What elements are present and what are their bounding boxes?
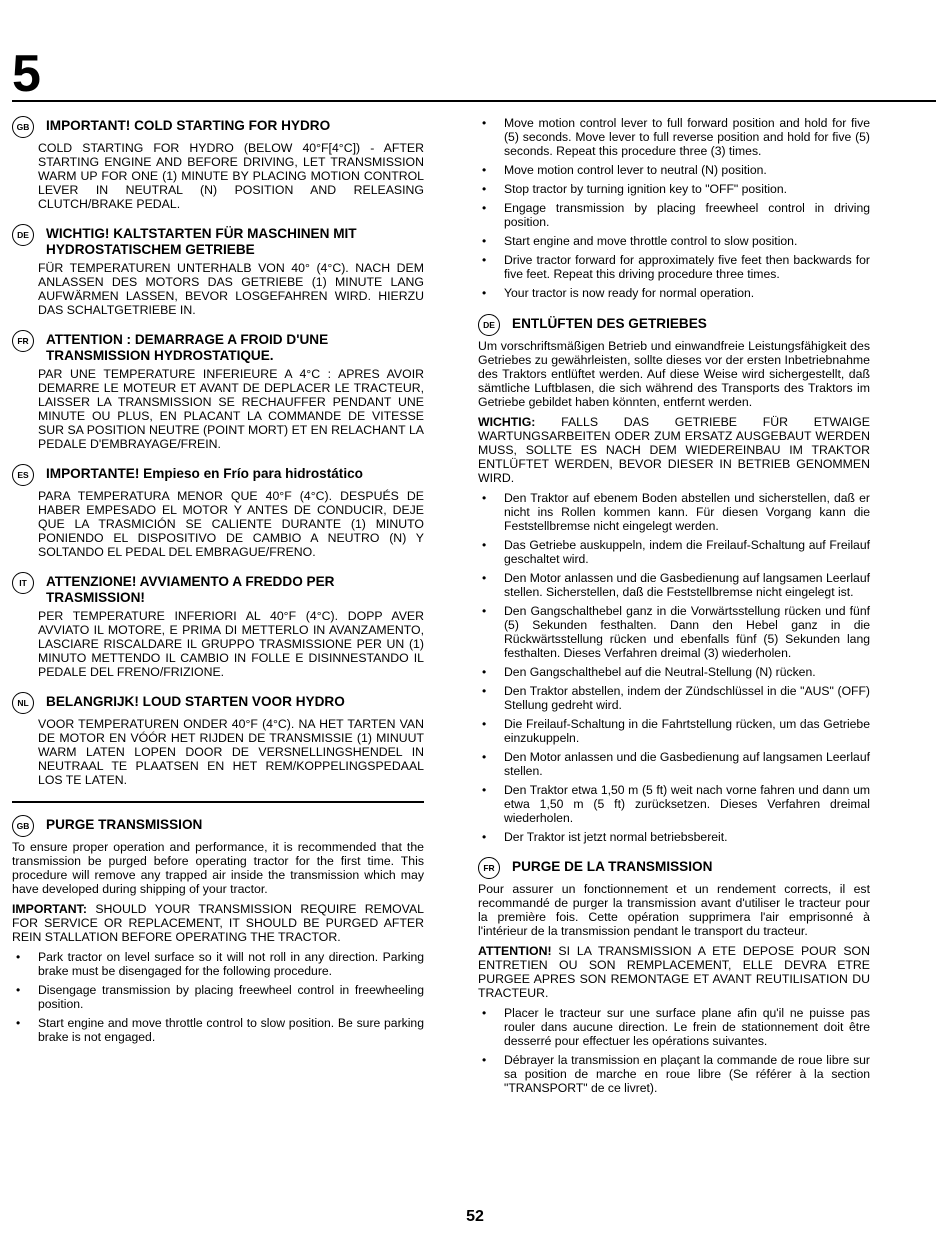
top-rule	[12, 100, 936, 102]
purge-transmission-de	[478, 314, 870, 844]
important-text: SI LA TRANSMISSION A ETE DEPOSE POUR SON ENTRETIEN OU SON REMPLACEMENT, ELLE DEVRA ETRE PURGEE APRES SON REMONTAGE ET AVANT REUTILISATION DU TRACTEUR.	[478, 944, 871, 1000]
purge-transmission-gb	[12, 815, 424, 1044]
list-item: • Die Freilauf-Schaltung in die Fahrtstellung rücken, um das Getriebe einzukuppeln.	[478, 717, 870, 745]
section-intro: To ensure proper operation and performance, it is recommended that the transmission be purged before operating tractor for the first time. This procedure will remove any trapped air inside the transmission which may have developed during shipping of your tractor.	[12, 840, 424, 896]
page-number: 52	[466, 1208, 484, 1225]
language-badge-icon: DE	[12, 224, 34, 246]
important-text: SHOULD YOUR TRANSMISSION REQUIRE REMOVAL FOR SERVICE OR REPLACEMENT, IT SHOULD BE PURGED AFTER REIN STALLATION BEFORE OPERATING THE TRACTOR.	[12, 902, 424, 944]
important-text: FALLS DAS GETRIEBE FÜR ETWAIGE WARTUNGSARBEITEN ODER ZUM ERSATZ AUSGEBAUT WERDEN MUSS, SOLLTE ES NACH DEM WIEDEREINBAU IM TRAKTOR ENTLÜFTET WERDEN, BEVOR DIESER IN BETRIEB GENOMMEN WIRD.	[478, 415, 870, 485]
section-body: VOOR TEMPERATUREN ONDER 40°F (4°C). NA HET TARTEN VAN DE MOTOR EN VÓÓR HET RIJDEN DE TRANSMISSIE (1) MINUUT WARM LATEN LOPEN DOOR DE VERSNELLINGSHENDEL IN NEUTRAAL TE PLAATSEN EN HET REM/KOPPELINGSPEDAAL LOS TE LATEN.	[38, 717, 424, 787]
cold-start-section-nl	[12, 692, 424, 787]
language-badge-icon: ES	[12, 464, 34, 486]
section-title: PURGE DE LA TRANSMISSION	[512, 859, 713, 874]
list-item: • Den Gangschalthebel auf die Neutral-Stellung (N) rücken.	[478, 665, 870, 679]
important-label: ATTENTION!	[478, 944, 552, 958]
list-item: • Placer le tracteur sur une surface plane afin qu'il ne puisse pas rouler dans aucune direction. Le frein de stationnement doit être desserré pour effectuer les opérations suivantes.	[478, 1006, 870, 1048]
language-badge-icon: NL	[12, 692, 34, 714]
section-title: WICHTIG! KALTSTARTEN FÜR MASCHINEN MIT HYDROSTATISCHEM GETRIEBE	[46, 226, 357, 257]
list-item: • Das Getriebe auskuppeln, indem die Freilauf-Schaltung auf Freilauf geschaltet wird.	[478, 538, 870, 566]
section-body: PARA TEMPERATURA MENOR QUE 40°F (4°C). DESPUÉS DE HABER EMPESADO EL MOTOR Y ANTES DE CONDUCIR, DEJE QUE LA TRASMICIÓN SE CALIENTE DURANTE (1) MINUTO PONIENDO EL DISPOSITIVO DE CAMBIO A NEUTRO (N) Y SOLTANDO EL PEDAL DEL EMBRAGUE/FRENO.	[38, 489, 424, 559]
list-item: • Stop tractor by turning ignition key to "OFF" position.	[478, 182, 870, 196]
list-item: • Der Traktor ist jetzt normal betriebsbereit.	[478, 830, 870, 844]
list-item: • Start engine and move throttle control to slow position.	[478, 234, 870, 248]
list-item: • Disengage transmission by placing freewheel control in freewheeling position.	[12, 983, 424, 1011]
bullet-list	[478, 1006, 870, 1095]
section-body: COLD STARTING FOR HYDRO (BELOW 40°F[4°C]) - AFTER STARTING ENGINE AND BEFORE DRIVING, LET TRANSMISSION WARM UP FOR ONE (1) MINUTE BY PLACING MOTION CONTROL LEVER IN NEUTRAL (N) POSITION AND RELEASING CLUTCH/BRAKE PEDAL.	[38, 141, 424, 211]
language-badge-icon: IT	[12, 572, 34, 594]
section-intro: Um vorschriftsmäßigen Betrieb und einwandfreie Leistungsfähigkeit des Getriebes zu gewährleisten, sollte dieses vor der ersten Inbetriebnahme des Traktors entlüftet werden. Auf diese Weise wird sichergestellt, daß sämtliche Luftblasen, die sich während des Transports des Traktors im Getriebe gebildet haben könnten, entfernt werden.	[478, 339, 870, 409]
section-title: IMPORTANTE! Empieso en Frío para hidrostático	[46, 466, 363, 481]
language-badge-icon: FR	[12, 330, 34, 352]
section-body: PER TEMPERATURE INFERIORI AL 40°F (4°C). DOPP AVER AVVIATO IL MOTORE, E PRIMA DI METTERLO IN AVANZAMENTO, LASCIARE RISCALDARE IL GRUPPO TRASMISSIONE PER UN (1) MINUTO METTENDO IL CAMBIO IN FOLLE E DISINNESTANDO IL PEDALE DEL FRENO/FRIZIONE.	[38, 609, 424, 679]
language-badge-icon: DE	[478, 314, 500, 336]
list-item: • Den Motor anlassen und die Gasbedienung auf langsamen Leerlauf stellen.	[478, 750, 870, 778]
list-item: • Den Traktor abstellen, indem der Zündschlüssel in die "AUS" (OFF) Stellung gedreht wird.	[478, 684, 870, 712]
section-title: ENTLÜFTEN DES GETRIEBES	[512, 316, 707, 331]
language-badge-icon: FR	[478, 857, 500, 879]
cold-start-section-it	[12, 572, 424, 679]
section-title: IMPORTANT! COLD STARTING FOR HYDRO	[46, 118, 331, 133]
section-title: PURGE TRANSMISSION	[46, 817, 203, 832]
bullet-list	[12, 950, 424, 1044]
section-intro: Pour assurer un fonctionnement et un rendement corrects, il est recommandé de purger la transmission avant d'utiliser le tracteur pour la première fois. Cette opération supprimera l'air emprisonné à l'intérieur de la transmission pendant le transport du tracteur.	[478, 882, 870, 938]
list-item: • Den Gangschalthebel ganz in die Vorwärtsstellung rücken und fünf (5) Sekunden festhalten. Dann den Hebel ganz in die Rückwärtsstellung rücken und ebenfalls fünf (5) Sekunden lang festhalten. Dieses Verfahren dreimal (3) wiederholen.	[478, 604, 870, 660]
section-body: PAR UNE TEMPERATURE INFERIEURE A 4°C : APRES AVOIR DEMARRE LE MOTEUR ET AVANT DE DEPLACER LE TRACTEUR, LAISSER LA TRANSMISSION SE RECHAUFFER PENDANT UNE MINUTE OU PLUS, EN PLACANT LA COMMANDE DE VITESSE SUR SA POSITION NEUTRE (POINT MORT) ET EN RELACHANT LA PEDALE D'EMBRAYAGE/FREIN.	[38, 367, 424, 451]
list-item: • Den Motor anlassen und die Gasbedienung auf langsamen Leerlauf stellen. Sicherstellen, daß die Feststellbremse nicht eingelegt ist.	[478, 571, 870, 599]
important-note	[478, 944, 870, 1000]
list-item: • Your tractor is now ready for normal operation.	[478, 286, 870, 300]
list-item: • Engage transmission by placing freewheel control in driving position.	[478, 201, 870, 229]
section-title: BELANGRIJK! LOUD STARTEN VOOR HYDRO	[46, 694, 345, 709]
important-label: IMPORTANT:	[12, 902, 87, 916]
section-title: ATTENTION : DEMARRAGE A FROID D'UNE TRANSMISSION HYDROSTATIQUE.	[46, 332, 329, 363]
cold-start-section-de	[12, 224, 424, 317]
right-column	[478, 116, 870, 1108]
language-badge-icon: GB	[12, 116, 34, 138]
section-title: ATTENZIONE! AVVIAMENTO A FREDDO PER TRASMISSION!	[46, 574, 335, 605]
list-item: • Park tractor on level surface so it will not roll in any direction. Parking brake must be disengaged for the following procedure.	[12, 950, 424, 978]
section-separator	[12, 801, 424, 803]
list-item: • Start engine and move throttle control to slow position. Be sure parking brake is not engaged.	[12, 1016, 424, 1044]
important-note	[478, 415, 870, 485]
list-item: • Den Traktor auf ebenem Boden abstellen und sicherstellen, daß er nicht ins Rollen kommen kann. Für diesen Vorgang kann die Feststellbremse nicht eingelegt werden.	[478, 491, 870, 533]
list-item: • Den Traktor etwa 1,50 m (5 ft) weit nach vorne fahren und dann um etwa 1,50 m (5 ft) zurücksetzen. Dieses Verfahren dreimal wiederholen.	[478, 783, 870, 825]
list-item: • Débrayer la transmission en plaçant la commande de roue libre sur sa position de marche en roue libre (Se référer à la section "TRANSPORT" de ce livret).	[478, 1053, 870, 1095]
section-body: FÜR TEMPERATUREN UNTERHALB VON 40° (4°C). NACH DEM ANLASSEN DES MOTORS DAS GETRIEBE (1) MINUTE LANG AUFWÄRMEN LASSEN, BEVOR LOSGEFAHREN WIRD. HIERZU DAS SCHALTGETRIEBE IN.	[38, 261, 424, 317]
cold-start-section-gb	[12, 116, 424, 211]
cold-start-section-es	[12, 464, 424, 559]
language-badge-icon: GB	[12, 815, 34, 837]
purge-transmission-fr	[478, 857, 870, 1095]
list-item: • Move motion control lever to neutral (N) position.	[478, 163, 870, 177]
left-column	[12, 116, 424, 1057]
list-item: • Move motion control lever to full forward position and hold for five (5) seconds. Move lever to full reverse position and hold for five (5) seconds. Repeat this procedure three (3) times.	[478, 116, 870, 158]
important-note	[12, 902, 424, 944]
cold-start-section-fr	[12, 330, 424, 451]
bullet-list	[478, 491, 870, 844]
chapter-number: 5	[12, 45, 41, 103]
bullet-list	[478, 116, 870, 300]
list-item: • Drive tractor forward for approximately five feet then backwards for five feet. Repeat this driving procedure three times.	[478, 253, 870, 281]
important-label: WICHTIG:	[478, 415, 536, 429]
